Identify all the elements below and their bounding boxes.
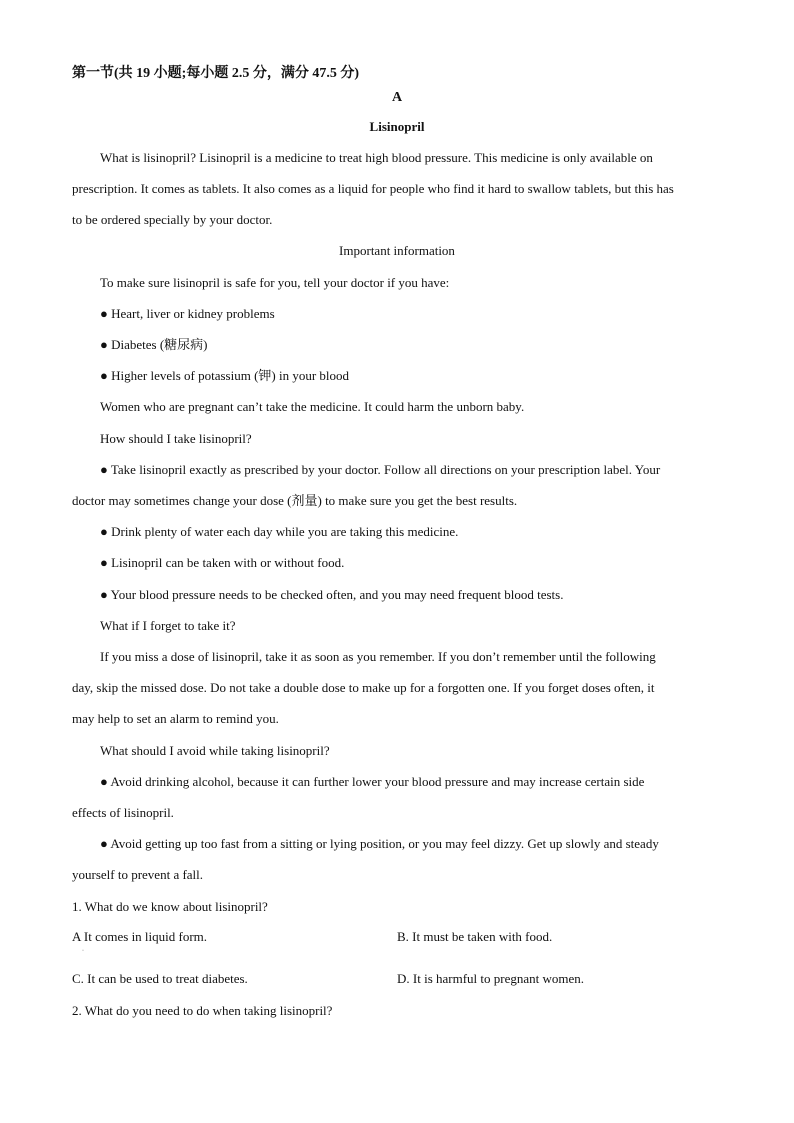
passage-title: Lisinopril — [369, 119, 425, 134]
question-1-option-b: B. It must be taken with food. — [397, 929, 553, 944]
how-item-3: ● Lisinopril can be taken with or without food. — [100, 555, 345, 570]
condition-item: ● Diabetes (糖尿病) — [100, 337, 208, 352]
intro-line-1: What is lisinopril? Lisinopril is a medicine to treat high blood pressure. This medicine is only available on — [100, 150, 653, 165]
forget-line-2: day, skip the missed dose. Do not take a double dose to make up for a forgotten one. If you forget doses often, it — [72, 680, 655, 695]
avoid-item-2-line-2: yourself to prevent a fall. — [72, 867, 204, 882]
avoid-item-1-line-2: effects of lisinopril. — [72, 805, 174, 820]
how-item-1-line-1: ● Take lisinopril exactly as prescribed by your doctor. Follow all directions on your prescription label. Your — [100, 462, 661, 477]
question-1-option-a: A It comes in liquid form. — [72, 929, 208, 944]
safety-intro: To make sure lisinopril is safe for you, tell your doctor if you have: — [100, 275, 450, 290]
how-heading: How should I take lisinopril? — [100, 431, 252, 446]
part-letter: A — [391, 90, 403, 105]
pregnancy-note: Women who are pregnant can’t take the medicine. It could harm the unborn baby. — [100, 399, 525, 414]
section-header: 第一节(共 19 小题;每小题 2.5 分，满分 47.5 分) — [72, 66, 359, 81]
condition-item: ● Higher levels of potassium (钾) in your blood — [100, 368, 350, 383]
forget-line-1: If you miss a dose of lisinopril, take it as soon as you remember. If you don’t remember until the following — [100, 649, 656, 664]
intro-line-2: prescription. It comes as tablets. It also comes as a liquid for people who find it hard to swallow tablets, but this has — [72, 181, 674, 196]
question-1-stem: 1. What do we know about lisinopril? — [72, 899, 268, 914]
forget-line-3: may help to set an alarm to remind you. — [72, 711, 279, 726]
avoid-item-2-line-1: ● Avoid getting up too fast from a sitting or lying position, or you may feel dizzy. Get up slowly and steady — [100, 836, 659, 851]
question-1-option-c: C. It can be used to treat diabetes. — [72, 971, 248, 986]
avoid-heading: What should I avoid while taking lisinopril? — [100, 743, 330, 758]
intro-line-3: to be ordered specially by your doctor. — [72, 212, 273, 227]
how-item-1-line-2: doctor may sometimes change your dose (剂量) to make sure you get the best results. — [72, 493, 518, 508]
option-a-dot: · — [82, 948, 84, 954]
important-heading: Important information — [339, 243, 455, 258]
avoid-item-1-line-1: ● Avoid drinking alcohol, because it can further lower your blood pressure and may increase certain side — [100, 774, 645, 789]
forget-heading: What if I forget to take it? — [100, 618, 236, 633]
condition-item: ● Heart, liver or kidney problems — [100, 306, 275, 321]
how-item-2: ● Drink plenty of water each day while you are taking this medicine. — [100, 524, 459, 539]
question-1-option-d: D. It is harmful to pregnant women. — [397, 971, 585, 986]
how-item-4: ● Your blood pressure needs to be checked often, and you may need frequent blood tests. — [100, 587, 564, 602]
question-2-stem: 2. What do you need to do when taking lisinopril? — [72, 1003, 333, 1018]
